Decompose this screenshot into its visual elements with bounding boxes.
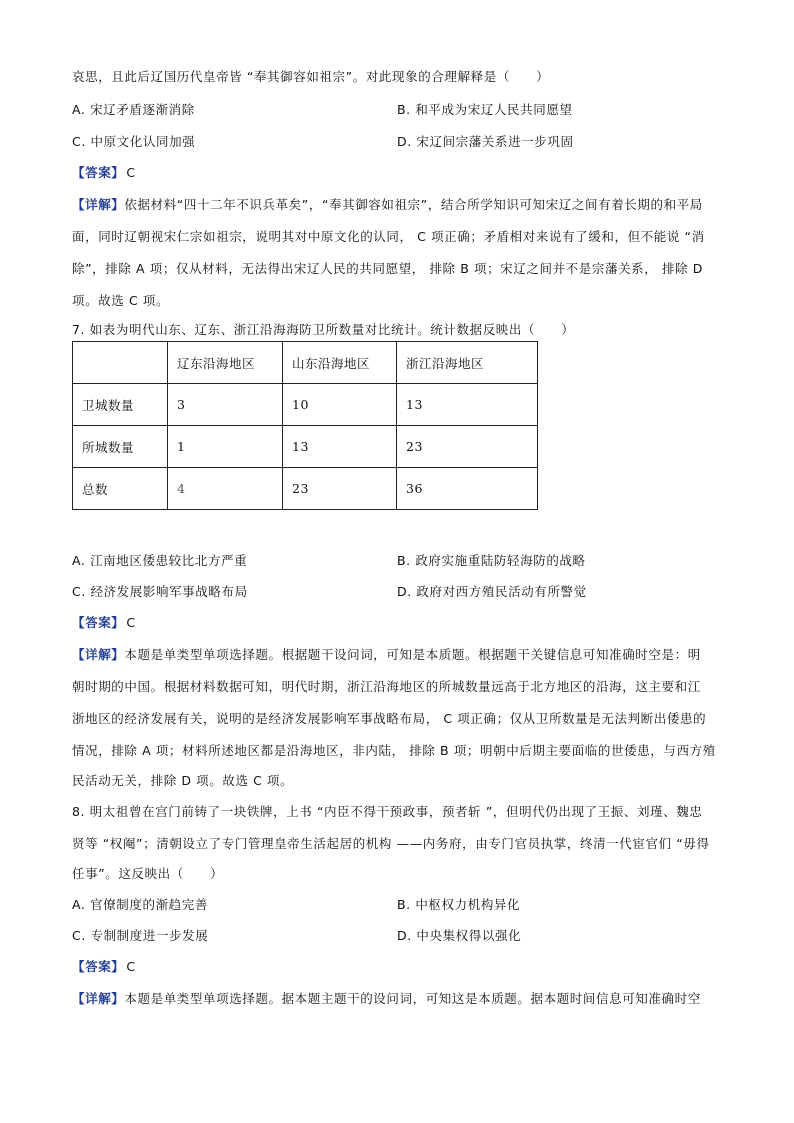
detail-text: 本题是单类型单项选择题。据本题主题干的设问词，可知这是本质题。据本题时间信息可知准确时空 [124,991,701,1006]
q7-option-b: B. 政府实施重陆防轻海防的战略 [397,553,586,568]
answer-value: C [126,165,136,180]
table-cell: 13 [397,384,538,426]
table-cell: 总数 [73,468,168,510]
q6-option-c: C. 中原文化认同加强 [72,134,196,149]
q6-detail-line-2: 面，同时辽朝视宋仁宗如祖宗，说明其对中原文化的认同， C 项正确；矛盾相对来说有了缓和，但不能说 “消 [72,229,705,244]
table-row [73,426,538,468]
q6-detail-line-1 [72,195,722,213]
table-header-cell: 辽东沿海地区 [168,342,283,384]
q7-detail-line-5: 民活动无关，排除 D 项。故选 C 项。 [72,773,294,788]
q7-option-a: A. 江南地区倭患较比北方严重 [72,553,248,568]
q7-detail-line-3: 浙地区的经济发展有关，说明的是经济发展影响军事战略布局， C 项正确；仅从卫所数量是无法判断出倭患的 [72,711,707,726]
q6-option-b: B. 和平成为宋辽人民共同愿望 [397,102,573,117]
detail-tag: 【详解】 [72,991,125,1006]
table-header-cell: 山东沿海地区 [283,342,397,384]
table-header-row [73,342,538,384]
q8-stem-line-2: 贤等 “权阉”；清朝设立了专门管理皇帝生活起居的机构 ——内务府，由专门官员执掌，终清一代宦官们 “毋得 [72,836,710,851]
table-header-cell: 浙江沿海地区 [397,342,538,384]
table-row [73,468,538,510]
answer-tag: 【答案】 [72,959,125,974]
q8-stem-line-1: 8. 明太祖曾在宫门前铸了一块铁牌，上书 “内臣不得干预政事，预者斩 ”，但明代仍出现了王振、刘瑾、魏忠 [72,804,703,819]
table-cell: 1 [168,426,283,468]
table-cell: 13 [283,426,397,468]
q8-option-a: A. 官僚制度的渐趋完善 [72,897,208,912]
table-cell: 10 [283,384,397,426]
q6-answer [72,163,722,181]
q6-detail-line-3: 除”，排除 A 项；仅从材料，无法得出宋辽人民的共同愿望， 排除 B 项；宋辽之间并不是宗藩关系， 排除 D [72,261,703,276]
detail-tag: 【详解】 [72,197,125,212]
q7-option-d: D. 政府对西方殖民活动有所警觉 [397,584,587,599]
q6-option-a: A. 宋辽矛盾逐渐消除 [72,102,195,117]
table-cell: 所城数量 [73,426,168,468]
q6-stem-tail: 哀思，且此后辽国历代皇帝皆 “奉其御容如祖宗”。对此现象的合理解释是（ ） [72,69,550,84]
q8-option-d: D. 中央集权得以强化 [397,928,522,943]
answer-value: C [126,615,136,630]
detail-text: 依据材料“四十二年不识兵革矣”，“奉其御容如祖宗”，结合所学知识可知宋辽之间有着长期的和平局 [124,197,703,212]
q7-data-table [72,341,538,510]
q8-option-b: B. 中枢权力机构异化 [397,897,521,912]
q6-detail-line-4: 项。故选 C 项。 [72,293,170,308]
q7-stem: 7. 如表为明代山东、辽东、浙江沿海海防卫所数量对比统计。统计数据反映出（ ） [72,322,575,337]
table-cell: 23 [283,468,397,510]
table-cell: 23 [397,426,538,468]
q7-answer [72,613,722,631]
table-cell: 卫城数量 [73,384,168,426]
q8-option-c: C. 专制制度进一步发展 [72,928,209,943]
table-cell: 36 [397,468,538,510]
q6-option-d: D. 宋辽间宗藩关系进一步巩固 [397,134,574,149]
answer-tag: 【答案】 [72,615,125,630]
q7-detail-line-4: 情况，排除 A 项；材料所述地区都是沿海地区，非内陆， 排除 B 项；明朝中后期主要面临的世倭患，与西方殖 [72,743,716,758]
q7-detail-line-2: 朝时期的中国。根据材料数据可知，明代时期，浙江沿海地区的所城数量远高于北方地区的沿海，这主要和江 [72,679,701,694]
q8-stem-line-3: 任事”。这反映出（ ） [72,866,224,881]
answer-value: C [126,959,136,974]
answer-tag: 【答案】 [72,165,125,180]
table-row [73,384,538,426]
table-header-cell [73,342,168,384]
q8-detail-line-1 [72,989,722,1007]
q8-answer [72,957,722,975]
table-cell: 4 [168,468,283,510]
detail-tag: 【详解】 [72,647,125,662]
q7-option-c: C. 经济发展影响军事战略布局 [72,584,248,599]
table-cell: 3 [168,384,283,426]
q7-detail-line-1 [72,645,722,663]
detail-text: 本题是单类型单项选择题。根据题干设问词，可知是本质题。根据题干关键信息可知准确时空是：明 [124,647,701,662]
